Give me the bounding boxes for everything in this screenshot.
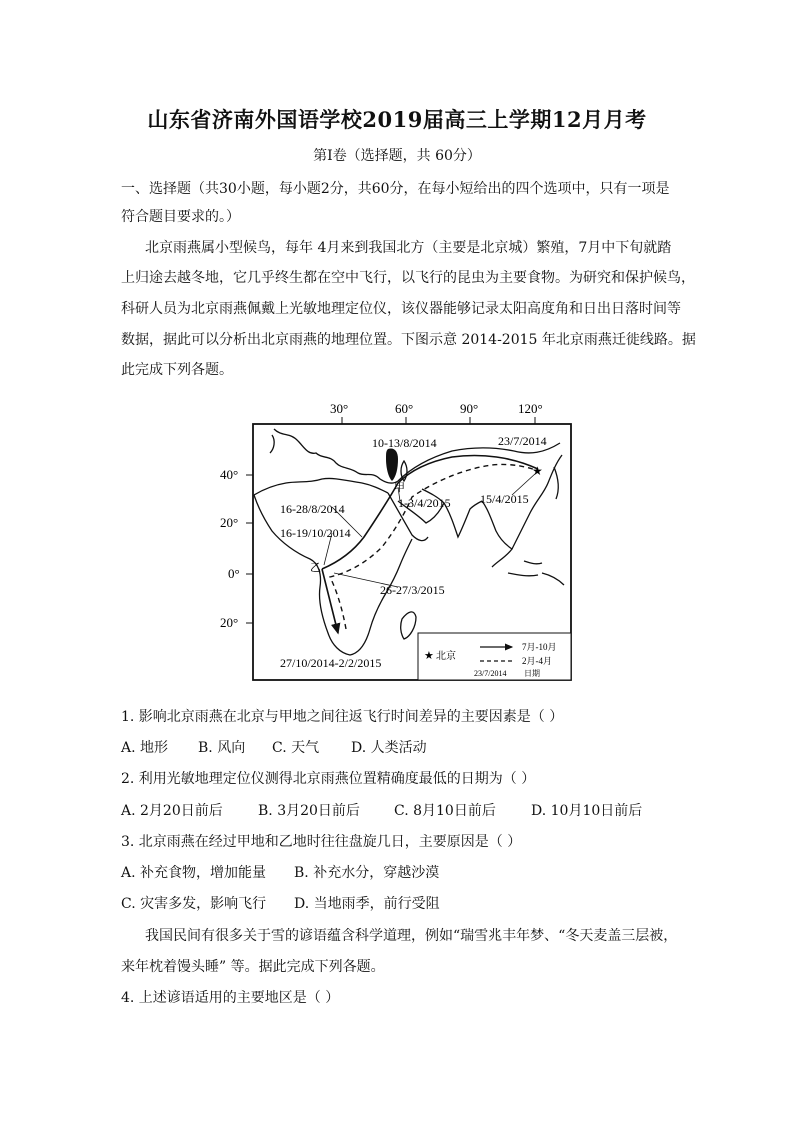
q3-option-a[interactable]: A. 补充食物，增加能量 xyxy=(121,865,267,881)
q2-option-c[interactable]: C. 8月10日前后 xyxy=(394,803,496,819)
passage1-line-3: 科研人员为北京雨燕佩戴上光敏地理定位仪，该仪器能够记录太阳高度角和日出日落时间等 xyxy=(121,301,681,317)
q2-option-a[interactable]: A. 2月20日前后 xyxy=(121,803,223,819)
legend-star-icon: ★ xyxy=(424,650,434,662)
passage2-line-2: 来年枕着馒头睡” 等。据此完成下列各题。 xyxy=(121,959,385,975)
stopover-marker-jia xyxy=(386,448,398,481)
date-label-6: 26-27/3/2015 xyxy=(380,583,445,597)
legend-date-sample: 23/7/2014 xyxy=(474,669,507,678)
question-4-stem: 4. 上述谚语适用的主要地区是（ ） xyxy=(121,990,340,1006)
instruction-line-1: 一、选择题（共30小题，每小题2分，共60分，在每小短给出的四个选项中，只有一项是 xyxy=(121,181,670,197)
passage1-line-1: 北京雨燕属小型候鸟，每年 4月来到我国北方（主要是北京城）繁殖，7月中下旬就踏 xyxy=(145,240,672,256)
passage1-line-4: 数据，据此可以分析出北京雨燕的地理位置。下图示意 2014-2015 年北京雨燕迁徙线路。据 xyxy=(121,332,696,348)
lat-label-20s: 20° xyxy=(220,615,239,630)
lat-label-0: 0° xyxy=(228,566,240,581)
beijing-star-icon: ★ xyxy=(532,464,543,478)
page-title: 山东省济南外国语学校2019届高三上学期12月月考 xyxy=(147,107,647,132)
q3-option-b[interactable]: B. 补充水分，穿越沙漠 xyxy=(294,865,440,881)
question-2-stem: 2. 利用光敏地理定位仪测得北京雨燕位置精确度最低的日期为（ ） xyxy=(121,771,536,787)
legend-date-label: 日期 xyxy=(524,669,540,678)
date-label-7: 27/10/2014-2/2/2015 xyxy=(280,656,382,670)
date-label-3: 15/4/2015 xyxy=(480,492,529,506)
lat-label-40: 40° xyxy=(220,467,239,482)
lat-label-20n: 20° xyxy=(220,515,239,530)
legend-beijing: 北京 xyxy=(436,651,456,662)
passage2-line-1: 我国民间有很多关于雪的谚语蕴含科学道理，例如“瑞雪兆丰年梦、“冬天麦盖三层被， xyxy=(145,928,678,944)
section-subtitle: 第Ⅰ卷（选择题，共 60分） xyxy=(313,148,481,164)
place-label-yi: 乙 xyxy=(310,562,321,574)
lon-label-60: 60° xyxy=(395,401,414,416)
q1-option-b[interactable]: B. 风向 xyxy=(198,740,246,756)
coastlines xyxy=(254,429,564,655)
date-label-4: 16-28/8/2014 xyxy=(280,502,345,516)
migration-map xyxy=(212,397,582,687)
q3-option-d[interactable]: D. 当地雨季，前行受阻 xyxy=(294,896,440,912)
place-label-jia: 甲 xyxy=(394,482,405,494)
q1-option-a[interactable]: A. 地形 xyxy=(121,740,169,756)
passage1-line-5: 此完成下列各题。 xyxy=(121,362,233,378)
q1-option-d[interactable]: D. 人类活动 xyxy=(351,740,427,756)
passage1-line-2: 上归途去越冬地，它几乎终生都在空中飞行，以飞行的昆虫为主要食物。为研究和保护候鸟， xyxy=(121,270,695,286)
lon-label-120: 120° xyxy=(518,401,543,416)
question-1-stem: 1. 影响北京雨燕在北京与甲地之间往返飞行时间差异的主要因素是（ ） xyxy=(121,709,564,725)
date-label-5: 16-19/10/2014 xyxy=(280,526,351,540)
date-label-1: 23/7/2014 xyxy=(498,434,547,448)
lon-label-90: 90° xyxy=(460,401,479,416)
route-dashed xyxy=(330,464,538,629)
q2-option-d[interactable]: D. 10月10日前后 xyxy=(531,803,643,819)
q1-option-c[interactable]: C. 天气 xyxy=(272,740,320,756)
date-label-0: 10-13/8/2014 xyxy=(372,436,437,450)
lon-label-30: 30° xyxy=(330,401,349,416)
q3-option-c[interactable]: C. 灾害多发，影响飞行 xyxy=(121,896,267,912)
question-3-stem: 3. 北京雨燕在经过甲地和乙地时往往盘旋几日，主要原因是（ ） xyxy=(121,834,522,850)
instruction-line-2: 符合题目要求的。） xyxy=(121,209,240,225)
q2-option-b[interactable]: B. 3月20日前后 xyxy=(258,803,360,819)
legend-dashed-label: 2月-4月 xyxy=(522,656,552,666)
legend-solid-label: 7月-10月 xyxy=(522,642,557,652)
date-label-2: 1-3/4/2015 xyxy=(398,496,451,510)
